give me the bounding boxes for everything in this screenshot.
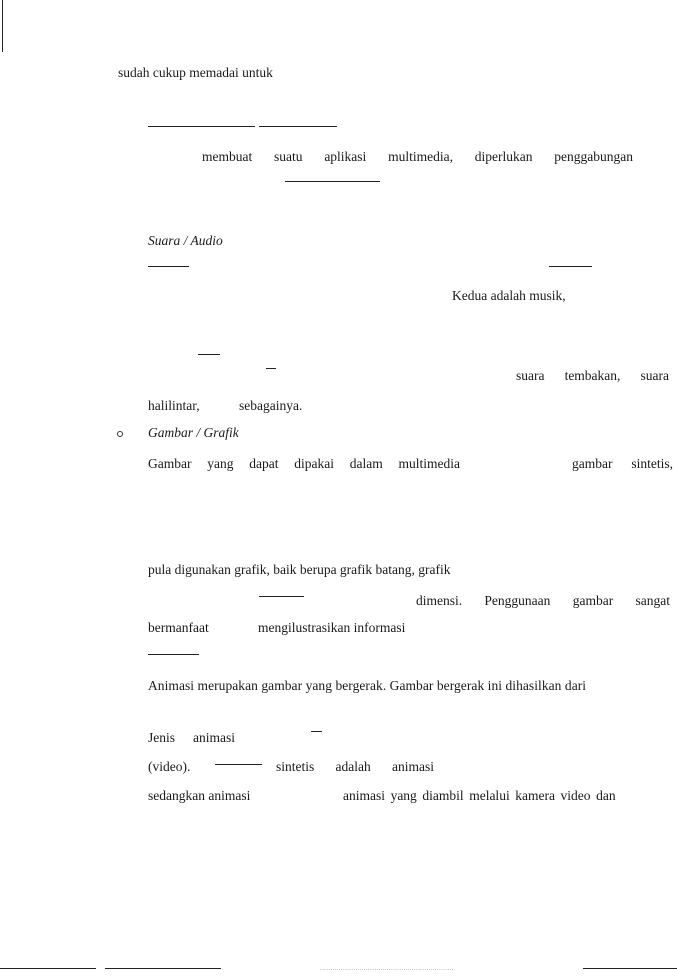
redaction-line <box>148 654 199 655</box>
redaction-line <box>148 266 189 267</box>
word: suara <box>516 368 545 383</box>
word: Gambar <box>148 456 192 471</box>
footer-rule <box>105 968 221 969</box>
text-diambil: animasi yang diambil melalui kamera video dan <box>343 788 616 803</box>
redaction-line <box>285 181 380 182</box>
redaction-line <box>259 126 337 127</box>
word: sintetis <box>276 759 315 774</box>
word: suatu <box>274 149 303 164</box>
redaction-line <box>259 596 304 597</box>
section-heading-gambar: Gambar / Grafik <box>148 425 239 440</box>
word: animasi <box>193 730 235 745</box>
word: dapat <box>249 456 279 471</box>
word: suara <box>640 368 669 383</box>
footer-text: ................................................................ <box>320 966 454 972</box>
dash <box>266 368 276 369</box>
section-heading-suara: Suara / Audio <box>148 233 223 248</box>
word: dipakai <box>294 456 334 471</box>
word: yang <box>207 456 234 471</box>
text-line-1: sudah cukup memadai untuk <box>118 65 273 80</box>
word: animasi <box>392 759 434 774</box>
text-animasi: Animasi merupakan gambar yang bergerak. Gambar bergerak ini dihasilkan dari <box>148 678 587 693</box>
text-halilintar: halilintar, <box>148 398 200 413</box>
text-gambar-line <box>148 457 460 471</box>
redaction-line <box>148 126 255 127</box>
word: aplikasi <box>324 149 367 164</box>
left-margin-bar <box>2 0 3 52</box>
text-mengilustrasikan: mengilustrasikan informasi <box>258 620 406 635</box>
text-kedua: Kedua adalah musik, <box>452 288 566 303</box>
footer-rule <box>583 968 677 969</box>
word: diperlukan <box>474 149 533 164</box>
redaction-line <box>198 354 220 355</box>
word: adalah <box>335 759 371 774</box>
word: dimensi. <box>416 593 463 608</box>
text-jenis-animasi <box>148 731 235 745</box>
footer-rule <box>0 968 96 969</box>
word: multimedia, <box>388 149 453 164</box>
text-dimensi <box>416 594 670 608</box>
text-sebagainya: sebagainya. <box>239 398 303 413</box>
text-suara-tembakan <box>516 369 669 383</box>
word: sangat <box>635 593 670 608</box>
redaction-line <box>215 764 262 765</box>
word: tembakan, <box>564 368 621 383</box>
text-sintetis-adalah <box>276 760 434 774</box>
word: gambar <box>572 593 614 608</box>
text-bermanfaat: bermanfaat <box>148 620 209 635</box>
dash <box>311 731 322 732</box>
word: dalam <box>349 456 383 471</box>
word: multimedia <box>398 456 460 471</box>
word: sintetis, <box>631 456 673 471</box>
word: membuat <box>202 149 253 164</box>
text-pula: pula digunakan grafik, baik berupa grafik batang, grafik <box>148 562 451 577</box>
word: Jenis <box>148 730 175 745</box>
word: penggabungan <box>554 149 633 164</box>
text-line-2 <box>202 150 633 164</box>
word: Penggunaan <box>484 593 551 608</box>
text-video: (video). <box>148 759 191 774</box>
word: gambar <box>572 456 613 471</box>
text-gambar-sintetis <box>572 457 673 471</box>
text-sedangkan: sedangkan animasi <box>148 788 251 803</box>
bullet-icon <box>117 431 123 437</box>
redaction-line <box>549 266 592 267</box>
